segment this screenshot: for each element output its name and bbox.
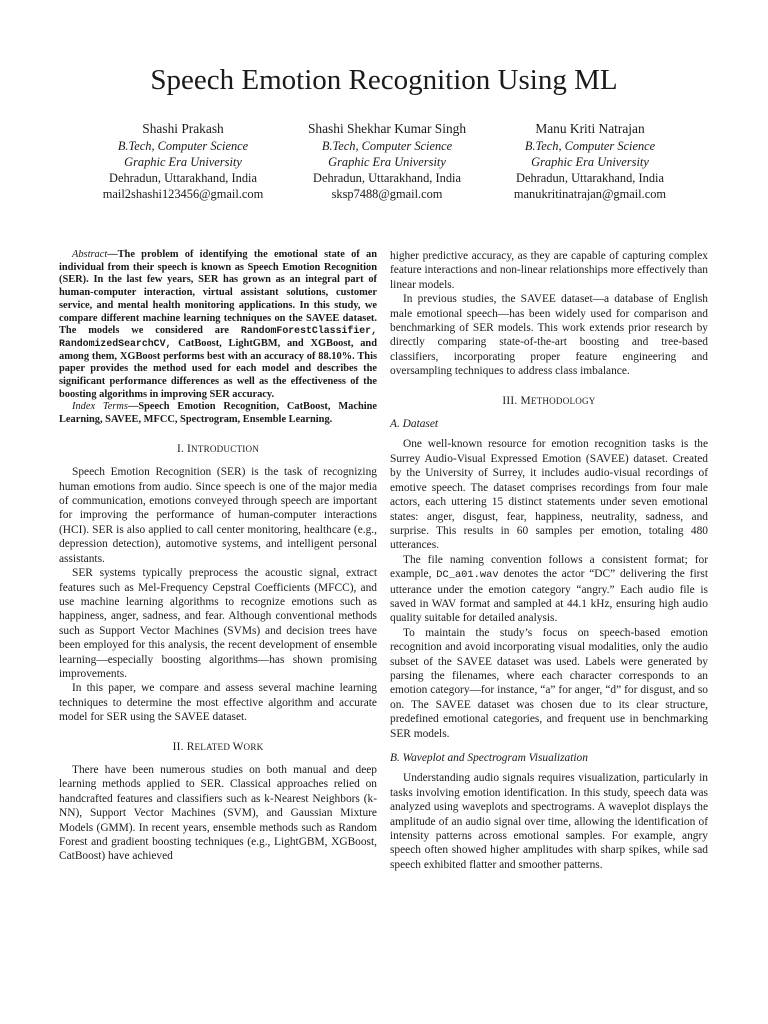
section-number: III. [502, 394, 521, 407]
author-name: Shashi Shekhar Kumar Singh [307, 121, 467, 136]
abstract-text-1: —The problem of identifying the emotional state of an individual from their speech is known as Speech Emotion Recognition (SER). In the last few years, SER has grown as an integral part of human-computer interaction, virtual assistant solutions, customer service, and mental health monitoring applications. In this study, we compare different machine learning techniques on the SAVEE dataset. The models we considered are [59, 249, 377, 337]
paragraph: In previous studies, the SAVEE dataset—a database of English male emotional speech—has been widely used for comparison and benchmarking of SER models. This work extends prior research by directly comparing state-of-the-art boosting and tree-based classifiers, incorporating proper feature engineering and oversampling techniques to address class imbalance. [390, 293, 708, 378]
author-location: Dehradun, Uttarakhand, India [109, 171, 257, 185]
paragraph: There have been numerous studies on both manual and deep learning methods applied to SER. Classical approaches relied on handcrafted features and classifiers such as k-Nearest Neighbors (k-NN), Support Vector Machines (SVM), and Gaussian Mixture Models (GMM). In recent years, ensemble methods such as Random Forest and gradient boosting techniques (e.g., LightGBM, XGBoost, CatBoost) have achieved [59, 763, 377, 863]
section-initial: M [520, 394, 531, 407]
author-location: Dehradun, Uttarakhand, India [516, 171, 664, 185]
abstract-lead: Abstract [72, 249, 108, 260]
author-email: manukritinatrajan@gmail.com [513, 187, 667, 201]
author-name: Manu Kriti Natrajan [535, 121, 645, 136]
section-rest: NTRODUCTION [191, 443, 260, 454]
section-heading-methodology [390, 394, 708, 408]
section-initial: I [187, 442, 192, 455]
abstract-code: RandomForestClassifier, RandomizedSearchCV, [59, 325, 377, 349]
paragraph: higher predictive accuracy, as they are capable of capturing complex feature interactions and non-linear relationships more effectively than linear models. [390, 250, 708, 291]
author-univ: Graphic Era University [531, 155, 649, 169]
author-univ: Graphic Era University [328, 155, 446, 169]
index-terms-lead: Index Terms [72, 401, 128, 413]
section-rest-2: ORK [243, 741, 264, 752]
section-initial-2: W [232, 740, 244, 753]
paragraph: To maintain the study’s focus on speech-based emotion recognition and avoid incorporating visual modalities, only the audio subset of the SAVEE dataset was used. Labels were generated by parsing the filenames, where each character corresponds to an emotion category—for instance, “a” for anger, “d” for disgust, and so on. The SAVEE dataset was chosen due to its clear structure, predefined emotional categories, and frequent use in benchmarking SER models. [390, 626, 708, 740]
author-block [0, 120, 768, 210]
paragraph: Understanding audio signals requires visualization, particularly in tasks involving emotion identification. In this study, speech data was analyzed using waveplots and spectrograms. A waveplot displays the amplitude of an audio signal over time, allowing the identification of intensity patterns across emotional samples. For example, angry speech often showed higher amplitudes with sharp spikes, while sad speech exhibited flatter and smoother patterns. [390, 772, 708, 871]
paragraph [390, 553, 708, 626]
text: The file naming convention follows a consistent format; for example, [390, 553, 708, 581]
author-dept: B.Tech, Computer Science [117, 139, 249, 153]
section-initial: R [186, 740, 195, 753]
index-terms-text: —Speech Emotion Recognition, CatBoost, Machine Learning, SAVEE, MFCC, Spectrogram, Ensemble Learning. [59, 401, 378, 426]
left-column [59, 249, 377, 864]
abstract [59, 249, 377, 401]
paragraph: In this paper, we compare and assess several machine learning techniques to determine the most effective algorithm and accurate model for SER using the SAVEE dataset. [59, 682, 377, 724]
subsection-heading-waveplot: B. Waveplot and Spectrogram Visualization [390, 752, 588, 764]
author-email: sksp7488@gmail.com [331, 187, 443, 201]
author-dept: B.Tech, Computer Science [524, 139, 656, 153]
author-dept: B.Tech, Computer Science [321, 139, 453, 153]
author-3 [465, 120, 715, 202]
index-terms [59, 401, 377, 426]
author-email: mail2shashi123456@gmail.com [102, 187, 264, 201]
section-rest: ELATED [194, 741, 233, 752]
paper-title: Speech Emotion Recognition Using ML [150, 64, 618, 96]
right-column [390, 249, 708, 872]
section-heading-introduction [59, 442, 377, 456]
subsection-heading-dataset: A. Dataset [390, 418, 439, 431]
author-name: Shashi Prakash [142, 121, 224, 136]
paragraph: Speech Emotion Recognition (SER) is the task of recognizing human emotions from audio. Since speech is one of the major media of communication, emotions conveyed through speech are important for improving the performance of human-computer interactions (HCI). SER is also applied to call center monitoring, healthcare (e.g., depression detection), automotive systems, and intelligent personal assistants. [59, 466, 377, 565]
text: denotes the actor “DC” delivering the first utterance under the emotion category “angry.” Each audio file is saved in WAV format and sampled at 44.1 kHz, ensuring high audio quality suitable for detailed analysis. [390, 568, 708, 625]
author-univ: Graphic Era University [124, 155, 242, 169]
author-location: Dehradun, Uttarakhand, India [313, 171, 461, 185]
paragraph: SER systems typically preprocess the acoustic signal, extract features such as Mel-Frequency Cepstral Coefficients (MFCC), and use machine learning algorithms to recognize emotions such as happiness, anger, sadness, and fear. Although conventional methods such as Support Vector Machines (SVMs) and decision trees have been employed for this analysis, the recent development of ensemble learning—especially boosting algorithms—has shown promising improvements. [59, 567, 377, 680]
inline-code: DC_a01.wav [436, 569, 499, 582]
paragraph: One well-known resource for emotion recognition tasks is the Surrey Audio-Visual Expressed Emotion (SAVEE) dataset. Created by the University of Surrey, it includes audio-visual recordings of emotive speech. The dataset comprises recordings from four male actors, each uttering 15 distinct statements under seven emotional states: anger, disgust, fear, happiness, neutrality, sadness, and surprise. This results in 60 samples per emotion, totaling 480 utterances. [390, 438, 708, 552]
abstract-text-2: CatBoost, LightGBM, and XGBoost, and among them, XGBoost performs best with an accuracy of 88.10%. This paper provides the method used for each model and describes the significant performance differences as well as the effectiveness of the boosting algorithms in improving SER accuracy. [59, 337, 377, 400]
section-heading-related-work [59, 740, 377, 754]
section-rest: ETHODOLOGY [530, 395, 596, 406]
section-number: I. [176, 442, 188, 455]
section-number: II. [172, 740, 187, 753]
